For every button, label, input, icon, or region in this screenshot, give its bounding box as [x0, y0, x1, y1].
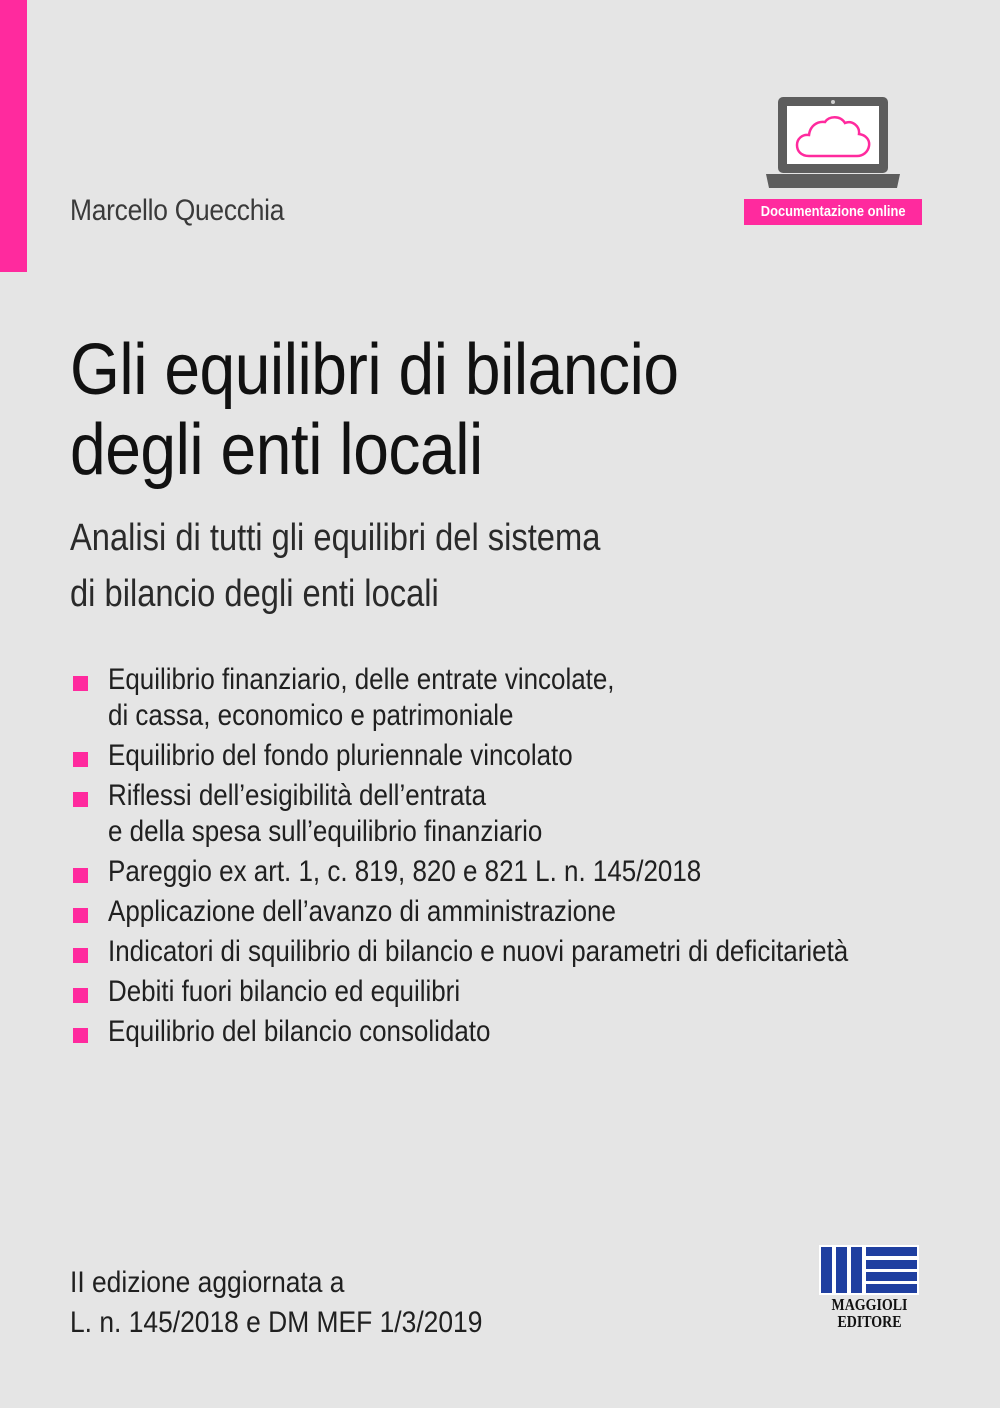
publisher-name-line-1: MAGGIOLI — [831, 1295, 908, 1314]
topic-line: Equilibrio del fondo pluriennale vincolato — [108, 739, 573, 772]
topics-list — [70, 662, 1000, 1054]
author-name: Marcello Quecchia — [70, 194, 285, 227]
bullet-square-icon — [73, 868, 88, 883]
topic-line: Debiti fuori bilancio ed equilibri — [108, 975, 461, 1008]
list-item — [70, 974, 1000, 1010]
book-title — [70, 330, 679, 490]
subtitle-line-1: Analisi di tutti gli equilibri del sistema — [70, 517, 601, 559]
publisher-logo — [812, 1245, 927, 1337]
edition-note — [70, 1263, 482, 1343]
laptop-cloud-icon — [764, 94, 902, 194]
list-item — [70, 662, 1000, 734]
list-item — [70, 778, 1000, 850]
list-item — [70, 854, 1000, 890]
online-documentation — [744, 94, 922, 226]
topic-line: Pareggio ex art. 1, c. 819, 820 e 821 L. n. 145/2018 — [108, 855, 702, 888]
bullet-square-icon — [73, 988, 88, 1003]
title-line-1: Gli equilibri di bilancio — [70, 330, 679, 410]
bullet-square-icon — [73, 792, 88, 807]
list-item — [70, 934, 1000, 970]
maggioli-logo-icon — [819, 1245, 919, 1295]
online-doc-badge: Documentazione online — [744, 199, 922, 225]
list-item — [70, 894, 1000, 930]
bullet-square-icon — [73, 676, 88, 691]
bullet-square-icon — [73, 1028, 88, 1043]
publisher-name-line-2: EDITORE — [837, 1312, 902, 1331]
topic-line: Riflessi dell’esigibilità dell’entrata — [108, 779, 487, 812]
bullet-square-icon — [73, 948, 88, 963]
topic-line: Equilibrio del bilancio consolidato — [108, 1015, 491, 1048]
accent-bar — [0, 0, 27, 272]
bullet-square-icon — [73, 908, 88, 923]
edition-line-2: L. n. 145/2018 e DM MEF 1/3/2019 — [70, 1306, 483, 1339]
topic-line: Applicazione dell’avanzo di amministrazione — [108, 895, 616, 928]
title-line-2: degli enti locali — [70, 410, 483, 490]
edition-line-1: II edizione aggiornata a — [70, 1266, 345, 1299]
topic-line: Indicatori di squilibrio di bilancio e nuovi parametri di deficitarietà — [108, 935, 849, 968]
book-subtitle — [70, 510, 600, 622]
list-item — [70, 738, 1000, 774]
topic-line: di cassa, economico e patrimoniale — [108, 699, 514, 732]
bullet-square-icon — [73, 752, 88, 767]
topic-line: e della spesa sull’equilibrio finanziario — [108, 815, 543, 848]
topic-line: Equilibrio finanziario, delle entrate vincolate, — [108, 663, 615, 696]
subtitle-line-2: di bilancio degli enti locali — [70, 573, 439, 615]
publisher-name — [812, 1296, 927, 1330]
list-item — [70, 1014, 1000, 1050]
